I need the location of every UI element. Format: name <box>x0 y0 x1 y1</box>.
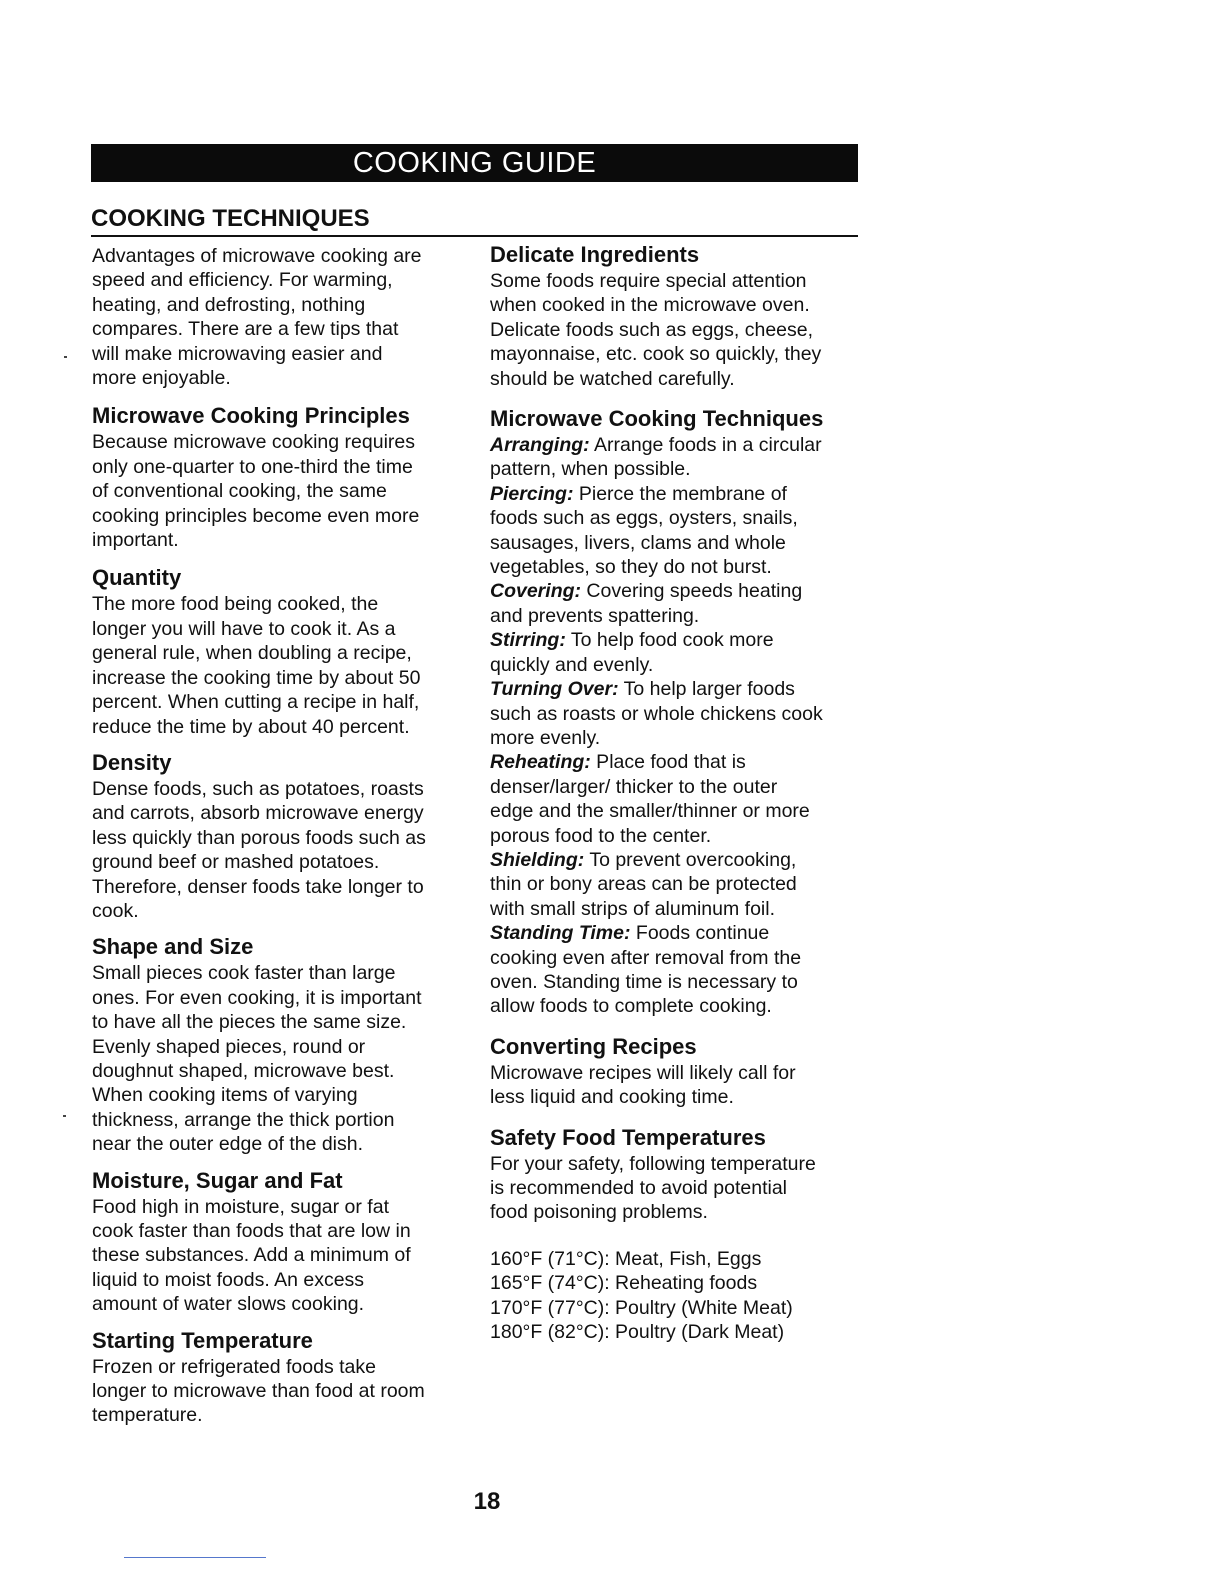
body-line: longer to microwave than food at room <box>92 1380 425 1403</box>
left-section <box>92 564 472 738</box>
technique-line: more evenly. <box>490 726 601 749</box>
technique-term: Piercing: <box>490 482 574 505</box>
left-section <box>92 933 472 1156</box>
body-line: When cooking items of varying <box>92 1084 358 1107</box>
body-line: For your safety, following temperature <box>490 1152 816 1175</box>
technique-line: and prevents spattering. <box>490 604 700 627</box>
scan-speck <box>63 1115 66 1117</box>
section-heading: Moisture, Sugar and Fat <box>92 1167 343 1193</box>
page-number: 18 <box>473 1488 501 1515</box>
body-line: when cooked in the microwave oven. <box>490 294 810 317</box>
technique-line: edge and the smaller/thinner or more <box>490 800 810 823</box>
temperature-row: 160°F (71°C): Meat, Fish, Eggs <box>490 1247 762 1270</box>
technique-line: such as roasts or whole chickens cook <box>490 702 823 725</box>
right-column <box>490 241 870 1358</box>
safety-temperatures-section <box>490 1124 870 1345</box>
body-line: Therefore, denser foods take longer to <box>92 875 424 898</box>
technique-line: quickly and evenly. <box>490 653 654 676</box>
body-line: cook. <box>92 899 139 922</box>
body-line: general rule, when doubling a recipe, <box>92 642 412 665</box>
converting-recipes-section <box>490 1033 870 1110</box>
intro-line: Advantages of microwave cooking are <box>92 245 422 267</box>
safety-temperatures-heading: Safety Food Temperatures <box>490 1124 766 1150</box>
technique-line: vegetables, so they do not burst. <box>490 556 772 579</box>
scan-speck <box>64 356 67 358</box>
left-section <box>92 1327 472 1428</box>
left-column <box>92 244 472 1438</box>
body-line: only one-quarter to one-third the time <box>92 455 413 478</box>
technique-item: Arranging: Arrange foods in a circular <box>490 434 822 457</box>
technique-term: Turning Over: <box>490 678 619 701</box>
body-line: longer you will have to cook it. As a <box>92 617 396 640</box>
converting-recipes-heading: Converting Recipes <box>490 1033 697 1059</box>
technique-term: Reheating: <box>490 751 591 774</box>
technique-line: foods such as eggs, oysters, snails, <box>490 507 798 530</box>
technique-line: oven. Standing time is necessary to <box>490 970 798 993</box>
technique-term: Standing Time: <box>490 922 631 945</box>
body-line: Because microwave cooking requires <box>92 431 415 454</box>
technique-line: allow foods to complete cooking. <box>490 995 772 1018</box>
body-line: Frozen or refrigerated foods take <box>92 1355 376 1378</box>
intro-paragraph <box>92 244 472 390</box>
body-line: reduce the time by about 40 percent. <box>92 715 410 738</box>
technique-item: Stirring: To help food cook more <box>490 629 774 652</box>
body-line: less liquid and cooking time. <box>490 1086 734 1109</box>
intro-line: compares. There are a few tips that <box>92 318 399 341</box>
techniques-heading: Microwave Cooking Techniques <box>490 406 824 432</box>
technique-line: denser/larger/ thicker to the outer <box>490 775 778 798</box>
page-banner: COOKING GUIDE <box>91 144 858 182</box>
body-line: mayonnaise, etc. cook so quickly, they <box>490 343 822 366</box>
technique-term: Stirring: <box>490 629 566 652</box>
body-line: ground beef or mashed potatoes. <box>92 851 380 874</box>
body-line: amount of water slows cooking. <box>92 1293 365 1316</box>
body-line: Microwave recipes will likely call for <box>490 1061 796 1084</box>
body-line: important. <box>92 529 179 552</box>
body-line: Some foods require special attention <box>490 270 807 292</box>
body-line: doughnut shaped, microwave best. <box>92 1059 395 1082</box>
body-line: and carrots, absorb microwave energy <box>92 802 424 825</box>
body-line: Dense foods, such as potatoes, roasts <box>92 777 424 800</box>
body-line: less quickly than porous foods such as <box>92 826 426 849</box>
technique-item: Shielding: To prevent overcooking, <box>490 848 797 871</box>
body-line: liquid to moist foods. An excess <box>92 1268 365 1291</box>
body-line: these substances. Add a minimum of <box>92 1244 411 1267</box>
bottom-rule <box>124 1557 266 1558</box>
body-line: food poisoning problems. <box>490 1201 708 1224</box>
body-line: cook faster than foods that are low in <box>92 1220 411 1242</box>
temperature-row: 180°F (82°C): Poultry (Dark Meat) <box>490 1321 785 1344</box>
technique-line: pattern, when possible. <box>490 458 691 481</box>
left-section <box>92 402 472 552</box>
temperature-row: 170°F (77°C): Poultry (White Meat) <box>490 1296 793 1319</box>
body-line: to have all the pieces the same size. <box>92 1011 407 1034</box>
technique-line: thin or bony areas can be protected <box>490 873 797 896</box>
left-section <box>92 749 472 923</box>
technique-item: Piercing: Pierce the membrane of <box>490 482 787 505</box>
body-line: temperature. <box>92 1404 203 1427</box>
section-heading: Quantity <box>92 565 182 591</box>
intro-line: speed and efficiency. For warming, <box>92 269 393 292</box>
temperature-row: 165°F (74°C): Reheating foods <box>490 1272 758 1295</box>
body-line: ones. For even cooking, it is important <box>92 986 422 1009</box>
body-line: cooking principles become even more <box>92 504 420 527</box>
technique-item: Covering: Covering speeds heating <box>490 580 803 603</box>
body-line: should be watched carefully. <box>490 367 735 390</box>
techniques-section <box>490 405 870 1019</box>
delicate-ingredients-section <box>490 241 870 391</box>
technique-line: sausages, livers, clams and whole <box>490 531 786 554</box>
section-title: COOKING TECHNIQUES <box>91 204 858 237</box>
body-line: increase the cooking time by about 50 <box>92 666 421 689</box>
intro-line: will make microwaving easier and <box>92 342 383 365</box>
technique-item: Standing Time: Foods continue <box>490 922 770 945</box>
section-heading: Starting Temperature <box>92 1327 313 1353</box>
intro-line: more enjoyable. <box>92 367 231 390</box>
section-heading: Microwave Cooking Principles <box>92 403 410 429</box>
section-heading: Shape and Size <box>92 934 254 960</box>
body-line: Small pieces cook faster than large <box>92 962 396 985</box>
body-line: near the outer edge of the dish. <box>92 1133 364 1156</box>
body-line: of conventional cooking, the same <box>92 480 387 503</box>
body-line: Evenly shaped pieces, round or <box>92 1035 366 1058</box>
body-line: is recommended to avoid potential <box>490 1177 788 1199</box>
delicate-ingredients-heading: Delicate Ingredients <box>490 242 700 267</box>
technique-term: Shielding: <box>490 848 585 871</box>
temperature-list <box>490 1247 870 1345</box>
body-line: Delicate foods such as eggs, cheese, <box>490 318 814 341</box>
technique-term: Covering: <box>490 580 582 603</box>
body-line: Food high in moisture, sugar or fat <box>92 1195 389 1218</box>
technique-item: Reheating: Place food that is <box>490 751 746 774</box>
technique-line: porous food to the center. <box>490 824 712 847</box>
technique-term: Arranging: <box>490 434 590 457</box>
body-line: thickness, arrange the thick portion <box>92 1108 395 1131</box>
left-sections <box>92 402 472 1427</box>
technique-line: with small strips of aluminum foil. <box>490 897 775 920</box>
body-line: percent. When cutting a recipe in half, <box>92 691 420 714</box>
intro-line: heating, and defrosting, nothing <box>92 293 366 316</box>
section-heading: Density <box>92 749 172 775</box>
technique-item: Turning Over: To help larger foods <box>490 678 795 701</box>
body-line: The more food being cooked, the <box>92 593 379 616</box>
technique-line: cooking even after removal from the <box>490 946 802 969</box>
left-section <box>92 1167 472 1317</box>
